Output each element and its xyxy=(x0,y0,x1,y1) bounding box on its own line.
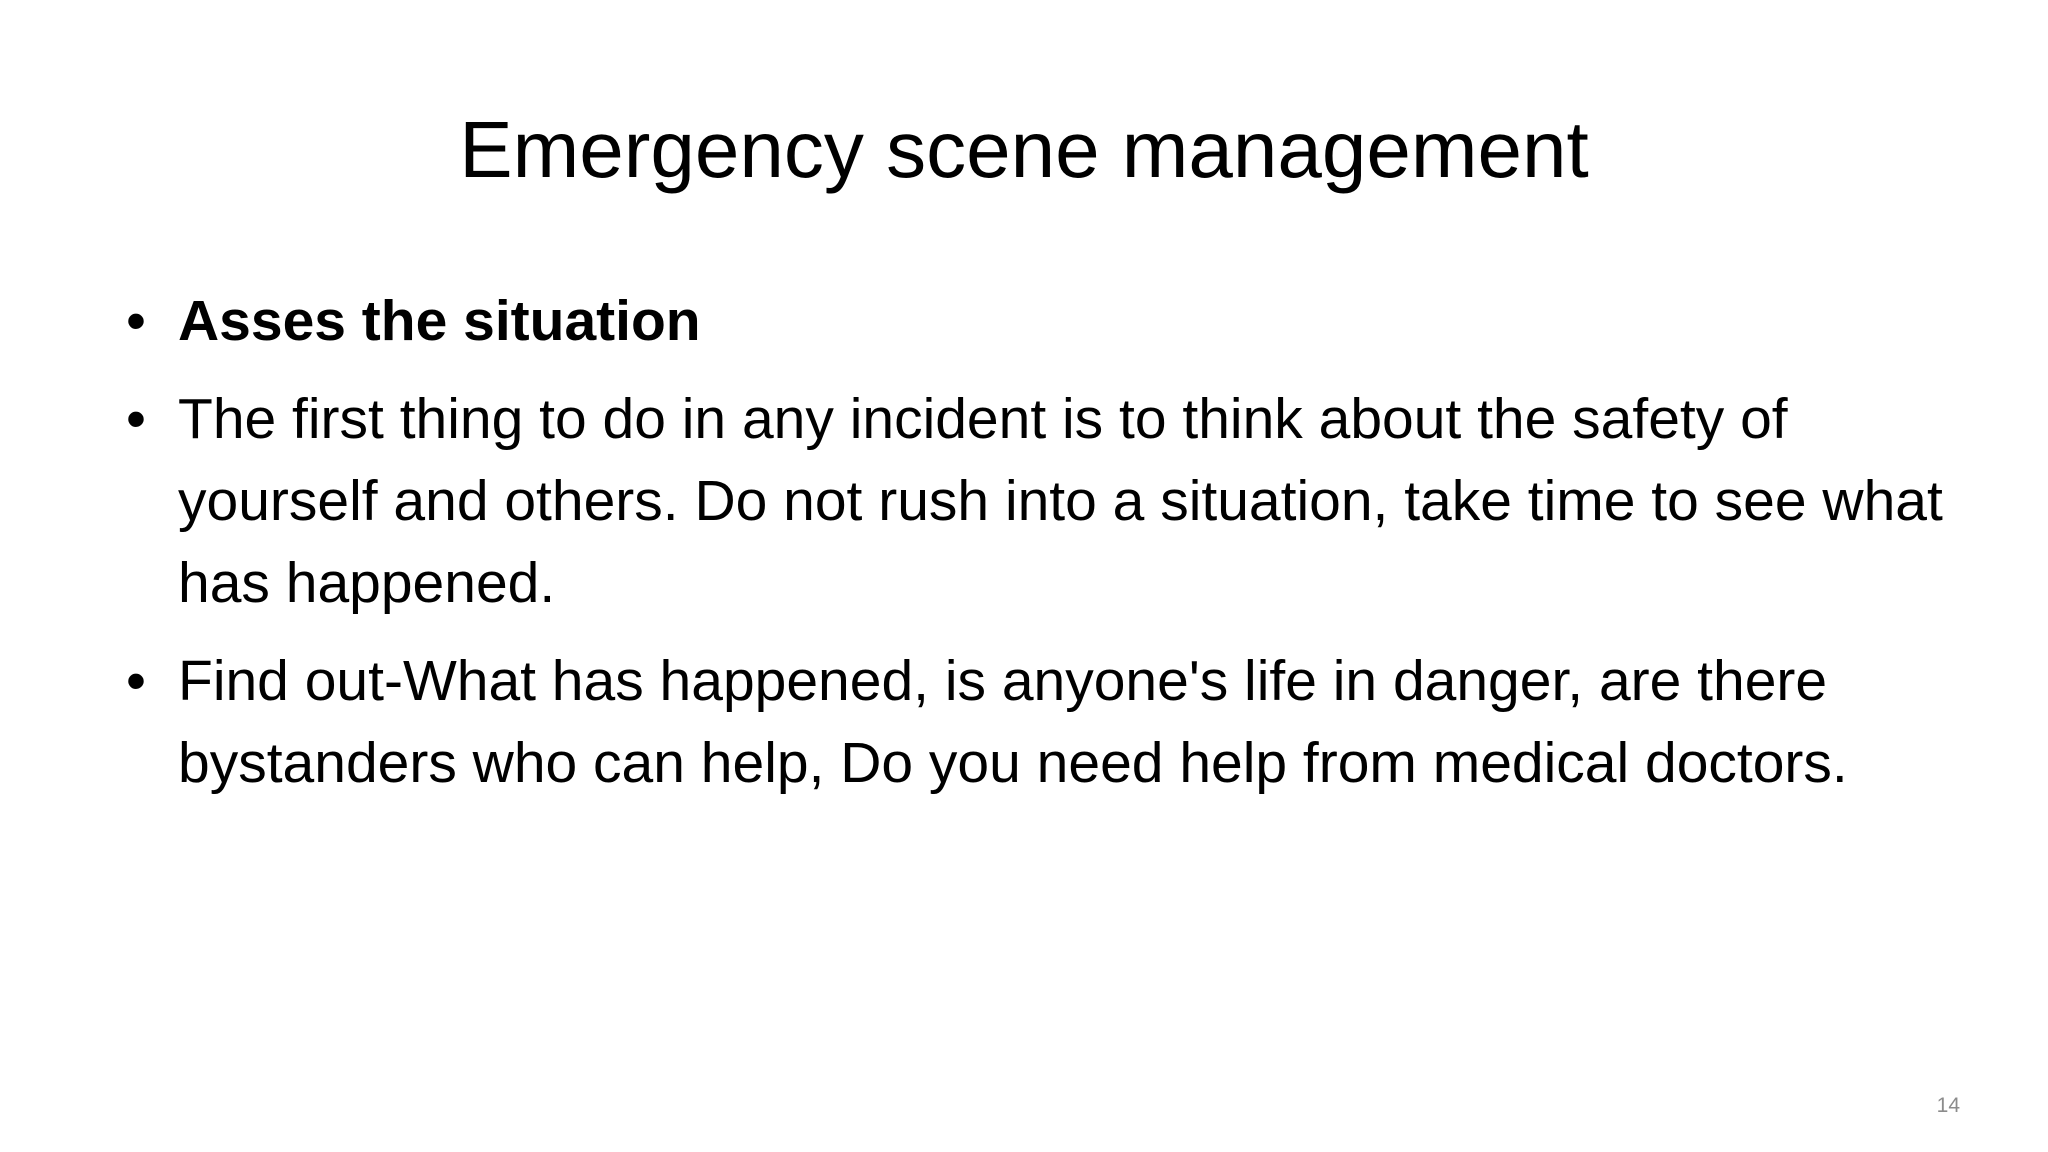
page-number: 14 xyxy=(1936,1094,1960,1117)
slide-title: Emergency scene management xyxy=(459,105,1589,194)
bullet-text: The first thing to do in any incident is to think about the safety of yourself and others. Do not rush into a situation, take time to see what has happened. xyxy=(178,387,1943,615)
bullet-item-safety xyxy=(126,378,1986,624)
bullet-icon: • xyxy=(126,649,146,713)
bullet-item-find-out xyxy=(126,640,1986,804)
bullet-text: Find out-What has happened, is anyone's life in danger, are there bystanders who can help, Do you need help from medical doctors. xyxy=(178,649,1848,795)
bullet-list xyxy=(126,280,1986,820)
bullet-item-assess xyxy=(126,280,1986,362)
bullet-icon: • xyxy=(126,289,146,353)
bullet-text: Asses the situation xyxy=(178,289,701,353)
bullet-icon: • xyxy=(126,387,146,451)
